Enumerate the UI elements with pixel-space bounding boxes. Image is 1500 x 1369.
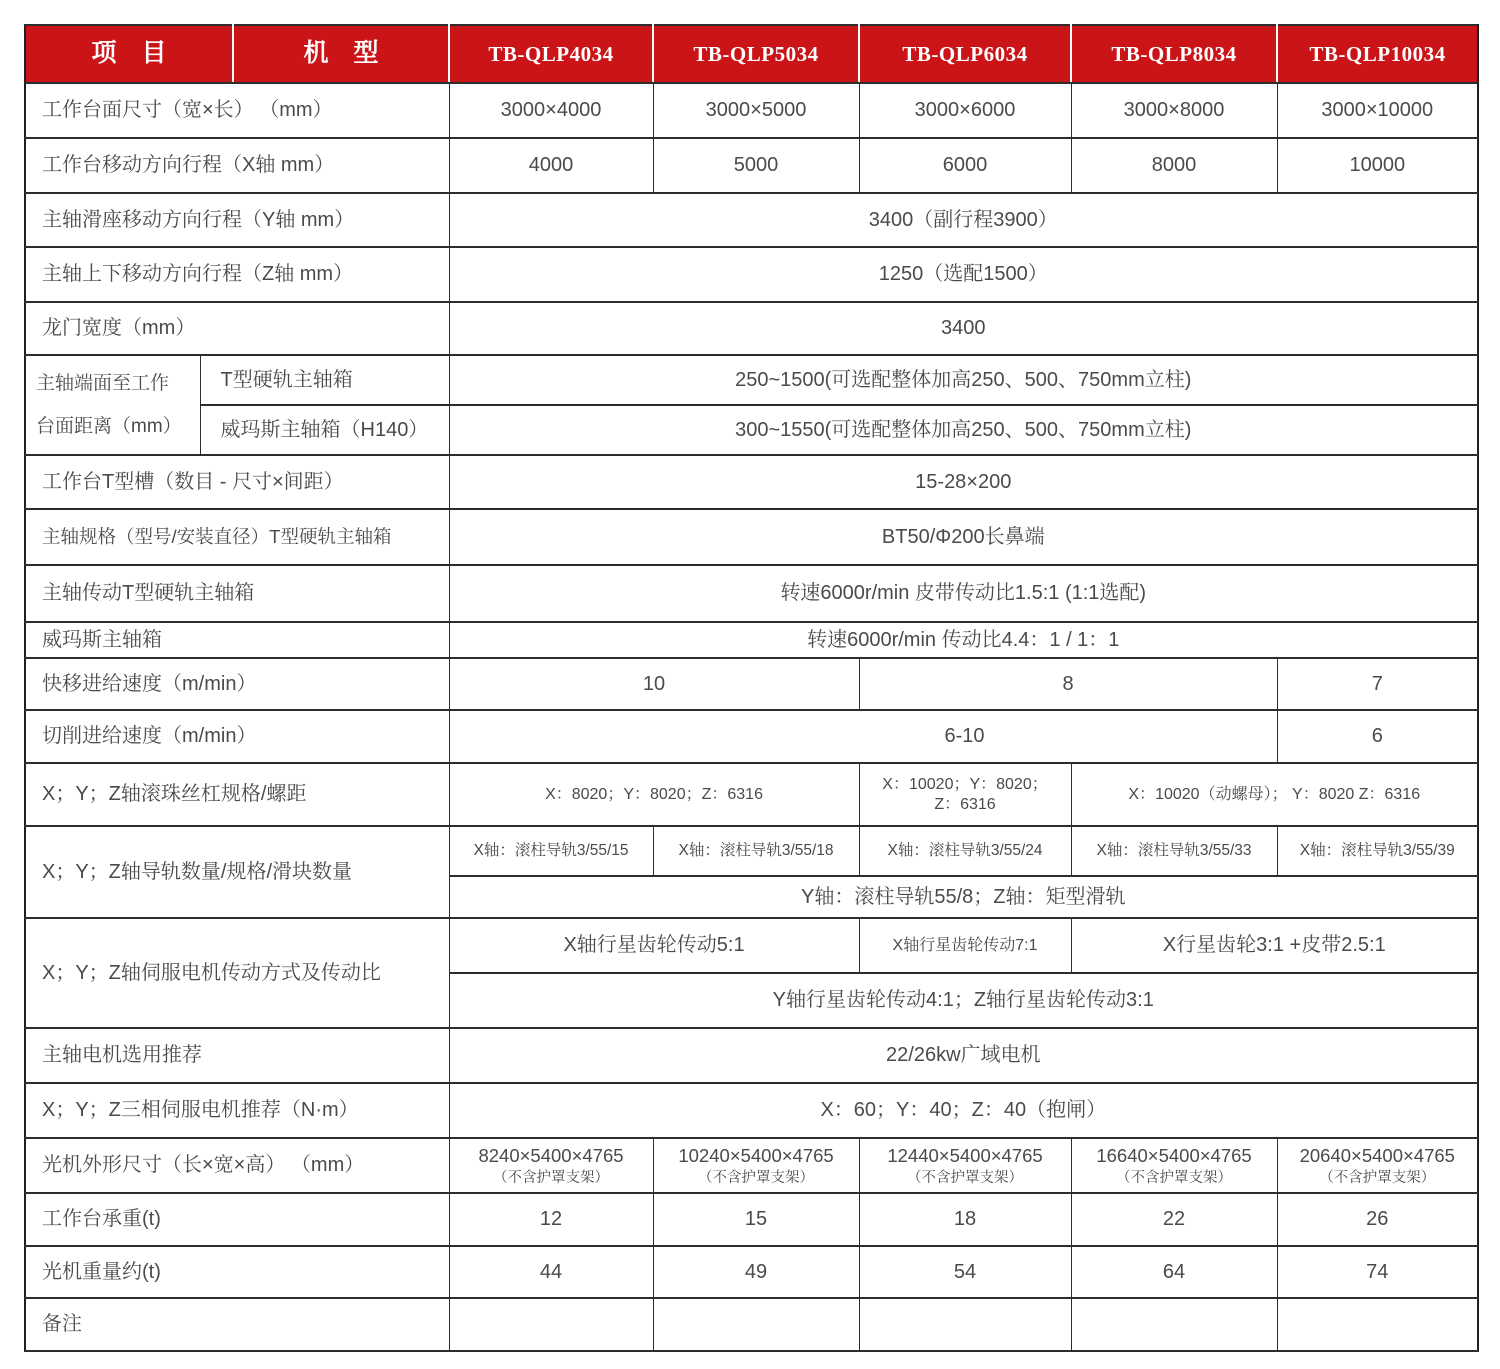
spec-value: X轴：滚柱导轨3/55/18 (653, 826, 859, 876)
spec-value: Y轴行星齿轮传动4:1；Z轴行星齿轮传动3:1 (449, 973, 1478, 1028)
spec-table (24, 24, 1479, 1352)
spec-value: 15 (653, 1193, 859, 1246)
spec-value: X轴行星齿轮传动7:1 (859, 918, 1071, 973)
dimension-size: 10240×5400×4765 (678, 1145, 834, 1167)
spec-label: 工作台T型槽（数目 - 尺寸×间距） (25, 455, 449, 509)
spec-value: X：60；Y：40；Z：40（抱闸） (449, 1083, 1478, 1138)
spec-label: 备注 (25, 1298, 449, 1351)
spec-label: 主轴上下移动方向行程（Z轴 mm） (25, 247, 449, 302)
spec-value: 10 (449, 658, 859, 710)
header-cell-item: 项 目 (25, 25, 233, 83)
row-spindle-drive-t (25, 565, 1478, 622)
spec-label: X；Y；Z轴伺服电机传动方式及传动比 (25, 918, 449, 1028)
spec-sublabel: T型硬轨主轴箱 (200, 355, 449, 405)
row-servo-drive-x (25, 918, 1478, 973)
spec-value: 3400（副行程3900） (449, 193, 1478, 247)
row-t-slot (25, 455, 1478, 509)
spec-value-empty (449, 1298, 653, 1351)
spec-value: Y轴：滚柱导轨55/8；Z轴：矩型滑轨 (449, 876, 1478, 918)
spec-value: 转速6000r/min 皮带传动比1.5:1 (1:1选配) (449, 565, 1478, 622)
spec-label (25, 355, 200, 455)
row-cutting-feed (25, 710, 1478, 763)
spec-label: X；Y；Z轴滚珠丝杠规格/螺距 (25, 763, 449, 826)
spec-value: 3000×8000 (1071, 83, 1277, 138)
spec-value: 44 (449, 1246, 653, 1298)
spec-value-empty (653, 1298, 859, 1351)
spec-value (653, 1138, 859, 1193)
spec-value: X轴：滚柱导轨3/55/24 (859, 826, 1071, 876)
spec-value: 49 (653, 1246, 859, 1298)
spec-value: 6000 (859, 138, 1071, 193)
spec-value: X轴行星齿轮传动5:1 (449, 918, 859, 973)
spec-label: 工作台承重(t) (25, 1193, 449, 1246)
spec-value: 64 (1071, 1246, 1277, 1298)
header-cell-tb-qlp6034: TB-QLP6034 (859, 25, 1071, 83)
spec-value: 250~1500(可选配整体加高250、500、750mm立柱) (449, 355, 1478, 405)
spec-label: 主轴滑座移动方向行程（Y轴 mm） (25, 193, 449, 247)
spec-label: 威玛斯主轴箱 (25, 622, 449, 658)
spec-value: 7 (1277, 658, 1478, 710)
header-cell-model: 机 型 (233, 25, 449, 83)
spec-value-empty (1277, 1298, 1478, 1351)
row-remarks (25, 1298, 1478, 1351)
spec-value: BT50/Φ200长鼻端 (449, 509, 1478, 565)
spec-label: 主轴电机选用推荐 (25, 1028, 449, 1083)
spec-value (1071, 1138, 1277, 1193)
spec-value: 3000×10000 (1277, 83, 1478, 138)
row-spindle-spec (25, 509, 1478, 565)
row-gantry-width (25, 302, 1478, 355)
spec-value: 12 (449, 1193, 653, 1246)
spec-value: 6 (1277, 710, 1478, 763)
row-servo-motor (25, 1083, 1478, 1138)
spec-value (1277, 1138, 1478, 1193)
spec-label: 光机外形尺寸（长×宽×高） （mm） (25, 1138, 449, 1193)
spec-label-line1: 主轴端面至工作 (36, 372, 170, 394)
row-spindle-motor (25, 1028, 1478, 1083)
spec-value (859, 763, 1071, 826)
row-dimensions (25, 1138, 1478, 1193)
spec-value-line2: Z：6316 (934, 795, 996, 813)
row-rapid-feed (25, 658, 1478, 710)
spec-value-empty (859, 1298, 1071, 1351)
dimension-note: （不含护罩支架） (907, 1169, 1024, 1186)
dimension-note: （不含护罩支架） (698, 1169, 815, 1186)
spec-label: X；Y；Z三相伺服电机推荐（N·m） (25, 1083, 449, 1138)
spec-label-twoline (36, 362, 200, 448)
spec-value: 22 (1071, 1193, 1277, 1246)
row-x-travel (25, 138, 1478, 193)
spec-label: 工作台面尺寸（宽×长） （mm） (25, 83, 449, 138)
spec-value-empty (1071, 1298, 1277, 1351)
row-spindle-distance-2 (25, 405, 1478, 455)
spec-value: 74 (1277, 1246, 1478, 1298)
spec-value: X：10020（动螺母）； Y：8020 Z：6316 (1071, 763, 1478, 826)
spec-value: 300~1550(可选配整体加高250、500、750mm立柱) (449, 405, 1478, 455)
table-header-row (25, 25, 1478, 83)
spec-value: 转速6000r/min 传动比4.4：1 / 1：1 (449, 622, 1478, 658)
dimension-note: （不含护罩支架） (1116, 1169, 1233, 1186)
spec-label: 快移进给速度（m/min） (25, 658, 449, 710)
row-machine-weight (25, 1246, 1478, 1298)
spec-value: 5000 (653, 138, 859, 193)
spec-label: 主轴规格（型号/安装直径）T型硬轨主轴箱 (25, 509, 449, 565)
spec-value: 4000 (449, 138, 653, 193)
row-spindle-drive-weimasi (25, 622, 1478, 658)
dimension-note: （不含护罩支架） (493, 1169, 610, 1186)
spec-label: 切削进给速度（m/min） (25, 710, 449, 763)
spec-label: 工作台移动方向行程（X轴 mm） (25, 138, 449, 193)
spec-value: 54 (859, 1246, 1071, 1298)
spec-sublabel: 威玛斯主轴箱（H140） (200, 405, 449, 455)
spec-label-line2: 台面距离（mm） (36, 415, 182, 437)
spec-value: X轴：滚柱导轨3/55/39 (1277, 826, 1478, 876)
spec-value: X：8020；Y：8020；Z：6316 (449, 763, 859, 826)
spec-value: 22/26kw广域电机 (449, 1028, 1478, 1083)
spec-value: 3000×5000 (653, 83, 859, 138)
spec-value (449, 1138, 653, 1193)
spec-value: 15-28×200 (449, 455, 1478, 509)
spec-value: 18 (859, 1193, 1071, 1246)
spec-value: X轴：滚柱导轨3/55/33 (1071, 826, 1277, 876)
dimension-size: 16640×5400×4765 (1096, 1145, 1252, 1167)
row-ballscrew (25, 763, 1478, 826)
spec-label: 光机重量约(t) (25, 1246, 449, 1298)
header-cell-tb-qlp5034: TB-QLP5034 (653, 25, 859, 83)
spec-value: 8000 (1071, 138, 1277, 193)
dimension-note: （不含护罩支架） (1319, 1169, 1436, 1186)
row-y-travel (25, 193, 1478, 247)
spec-value (859, 1138, 1071, 1193)
spec-value: X行星齿轮3:1 +皮带2.5:1 (1071, 918, 1478, 973)
spec-value-line1: X：10020；Y：8020； (882, 775, 1048, 793)
spec-label: X；Y；Z轴导轨数量/规格/滑块数量 (25, 826, 449, 918)
row-load-capacity (25, 1193, 1478, 1246)
spec-value: 3000×4000 (449, 83, 653, 138)
dimension-size: 8240×5400×4765 (478, 1145, 624, 1167)
spec-value: 3000×6000 (859, 83, 1071, 138)
header-cell-tb-qlp4034: TB-QLP4034 (449, 25, 653, 83)
row-spindle-distance-1 (25, 355, 1478, 405)
header-cell-tb-qlp10034: TB-QLP10034 (1277, 25, 1478, 83)
row-guideway-x (25, 826, 1478, 876)
header-cell-tb-qlp8034: TB-QLP8034 (1071, 25, 1277, 83)
spec-value: X轴：滚柱导轨3/55/15 (449, 826, 653, 876)
spec-value: 1250（选配1500） (449, 247, 1478, 302)
spec-value: 26 (1277, 1193, 1478, 1246)
spec-value: 6-10 (449, 710, 1277, 763)
spec-label: 主轴传动T型硬轨主轴箱 (25, 565, 449, 622)
row-z-travel (25, 247, 1478, 302)
row-worktable-size (25, 83, 1478, 138)
spec-value: 10000 (1277, 138, 1478, 193)
dimension-size: 20640×5400×4765 (1299, 1145, 1455, 1167)
spec-value: 3400 (449, 302, 1478, 355)
spec-value: 8 (859, 658, 1277, 710)
dimension-size: 12440×5400×4765 (887, 1145, 1043, 1167)
spec-label: 龙门宽度（mm） (25, 302, 449, 355)
